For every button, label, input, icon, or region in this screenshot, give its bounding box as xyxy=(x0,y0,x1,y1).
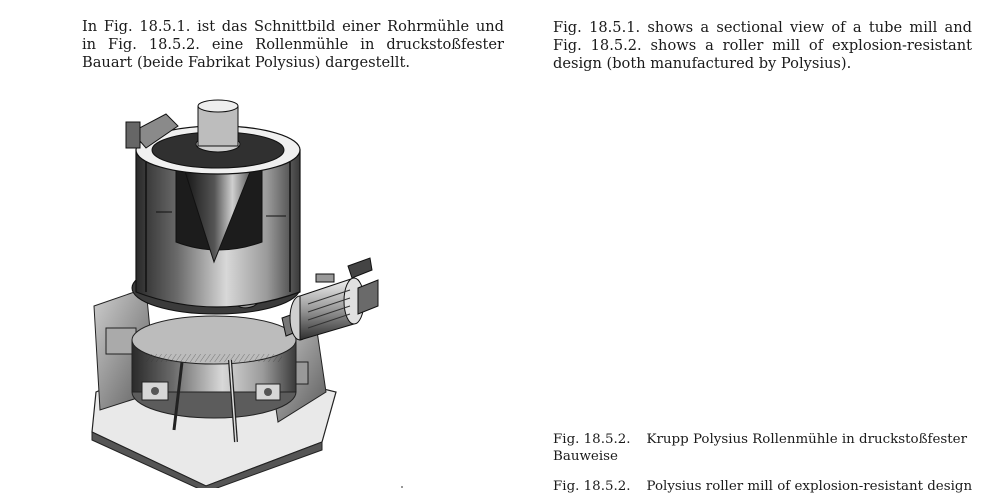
figure-caption-english xyxy=(553,478,993,495)
english-paragraph: Fig. 18.5.1. shows a sectional view of a tube mill and Fig. 18.5.2. shows a roller mill of explosion-resistant design (both manufactured by Polysius). xyxy=(553,19,972,72)
caption-german-number: Fig. 18.5.2. xyxy=(553,432,631,447)
caption-german-text: Krupp Polysius Rollenmühle in druckstoßfester Bauweise xyxy=(553,432,967,464)
figure-caption-german xyxy=(553,431,993,465)
caption-english-text: Polysius roller mill of explosion-resistant design xyxy=(646,479,973,494)
german-paragraph: In Fig. 18.5.1. ist das Schnittbild einer Rohrmühle und in Fig. 18.5.2. eine Rollenmühle in druckstoßfester Bauart (beide Fabrikat Polysius) dargestellt. xyxy=(82,18,504,71)
roller-mill-illustration xyxy=(86,92,382,488)
scan-speck xyxy=(401,486,403,488)
caption-english-number: Fig. 18.5.2. xyxy=(553,479,631,494)
